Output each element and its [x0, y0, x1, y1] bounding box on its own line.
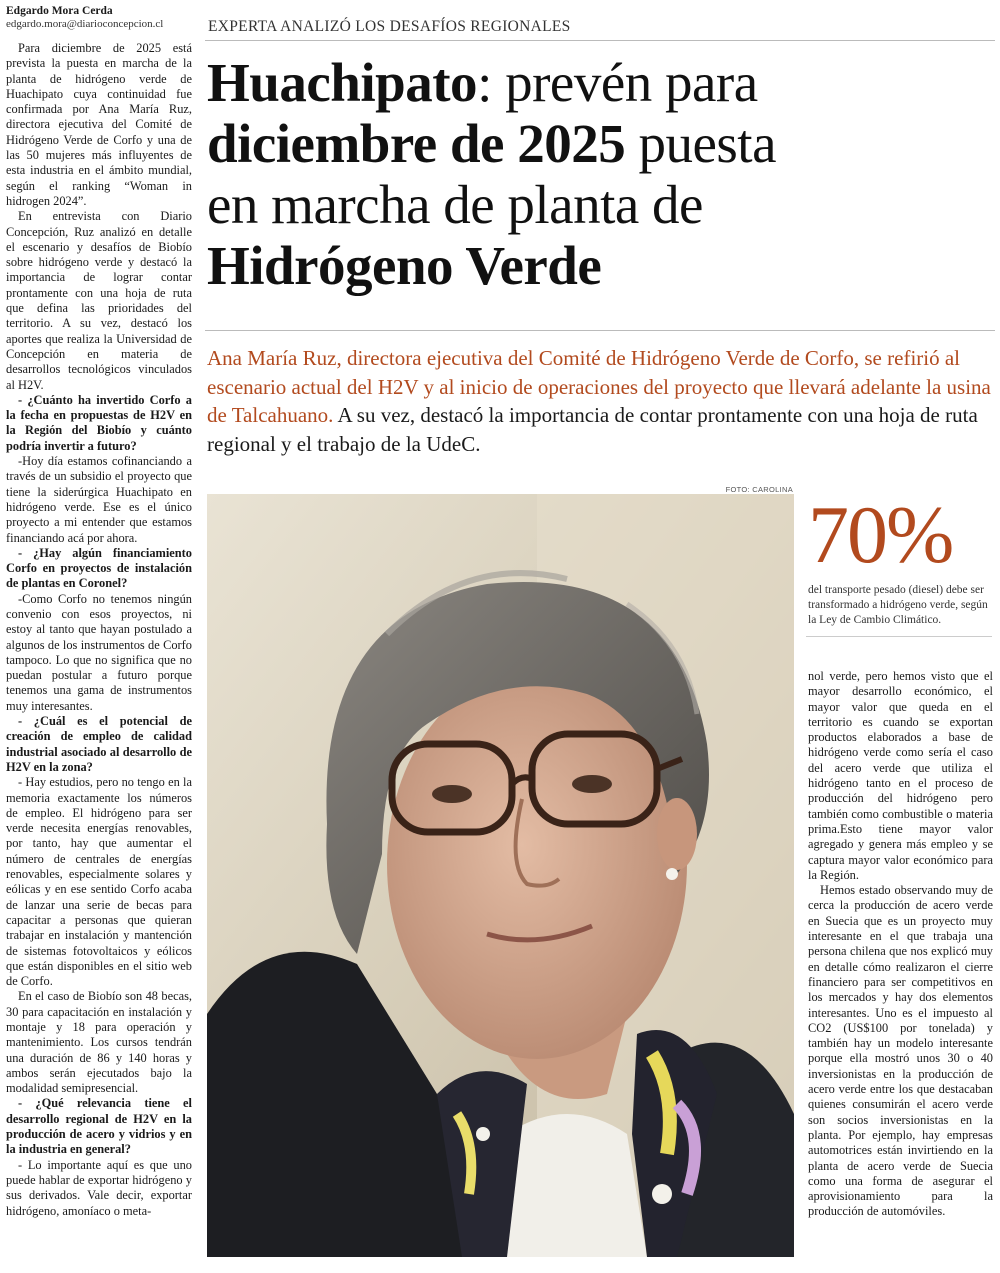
headline [207, 52, 997, 296]
paragraph: nol verde, pero hemos visto que el mayor desarrollo económico, el mayor valor que queda en el territorio es cuando se exportan productos elaborados a base de hidrógeno verde como sería el caso del acero verde que utiliza el hidrógeno tanto en el proceso de producción del hidrógeno pero también como combustible o materia prima.Esto tiene mayor valor agregado y genera más empleo y se captura mayor valor económico para la Región. [808, 669, 993, 882]
headline-bold: Huachipato [207, 52, 478, 113]
divider [806, 636, 992, 637]
headline-bold: diciembre de 2025 [207, 113, 626, 174]
interview-answer: -Como Corfo no tenemos ningún convenio con esos proyectos, ni estoy al tanto que hayan postulado a algunos de los instrumentos de Corfo tampoco. Lo que no significa que no puedan postular a futuro porque tenemos una gama de instrumentos muy interesantes. [6, 591, 192, 713]
interview-answer: -Hoy día estamos cofinanciando a través de un subsidio el proyecto que tiene la siderúrgica Huachipato en hidrógeno verde. Ese es el único proyecto a mi entender que estamos financiando acá por ahora. [6, 454, 192, 545]
paragraph: Para diciembre de 2025 está prevista la puesta en marcha de la planta de hidrógeno verde de Huachipato cuya continuidad fue confirmada por Ana María Ruz, directora ejecutiva del Comité de Hidrógeno Verde de Corfo y una de las 50 mujeres más influyentes de esta industria en el ámbito mundial, según el ranking “Woman in hidrogen 2024”. [6, 41, 192, 208]
paragraph: Hemos estado observando muy de cerca la producción de acero verde en Suecia que es un proyecto muy interesante en el que trabaja una persona chilena que nos explicó muy en detalle cómo realizaron el cierre financiero para ser competitivos en los mercados y hay dos elementos interesantes. Uno es el impuesto al CO2 (US$100 por tonelada) y también hay un modelo interesante porque ella mostró unos 30 o 40 inversionistas en la producción de acero verde entre los que destacaban quienes consumirán el acero verde son socios inversionistas en la planta. Por ejemplo, hay empresas automotrices están invirtiendo en la planta de acero verde de Suecia como una forma de asegurar el aprovisionamiento para la producción de automóviles. [808, 883, 993, 1219]
divider [205, 40, 995, 41]
deck-summary [207, 344, 995, 458]
headline-bold: Hidrógeno Verde [207, 235, 602, 296]
paragraph: En el caso de Biobío son 48 becas, 30 para capacitación en instalación y montaje y 18 para operación y mantenimiento. Los cursos tendrán una duración de 86 y 140 horas y ambos serán ejecutados bajo la modalidad semipresencial. [6, 989, 192, 1096]
headline-text: : prevén para [477, 52, 758, 113]
interview-question: - ¿Cuál es el potencial de creación de empleo de calidad industrial asociado al desarrollo de H2V en la zona? [6, 714, 192, 774]
interview-question: - ¿Cuánto ha invertido Corfo a la fecha en propuestas de H2V en la Región del Biobío y cuánto podría invertir a futuro? [6, 392, 192, 453]
author-name: Edgardo Mora Cerda [6, 5, 113, 17]
byline [6, 4, 196, 31]
deck-accent: Ana María Ruz, directora ejecutiva del Comité de Hidrógeno Verde de Corfo, se refirió al escenario actual del H2V y al inicio de operaciones del proyecto que llevará adelante la usina de Talcahuano. [207, 346, 991, 427]
deck-rest: A su vez, destacó la importancia de contar prontamente con una hoja de ruta regional y el trabajo de la UdeC. [207, 403, 978, 456]
interview-answer: - Lo importante aquí es que uno puede hablar de exportar hidrógeno y sus derivados. Vale decir, exportar hidrógeno, amoníaco o meta- [6, 1157, 192, 1218]
right-column-text [808, 669, 993, 1269]
interview-question: - ¿Hay algún financiamiento Corfo en proyectos de instalación de plantas en Coronel? [6, 545, 192, 591]
photo-credit: FOTO: CAROLINA [725, 485, 793, 494]
headline-text: en marcha de planta de [207, 174, 703, 235]
stat-number: 70% [808, 489, 953, 580]
interview-answer: - Hay estudios, pero no tengo en la memoria exactamente los números de empleo. El hidrógeno para ser verde necesita energías renovables, por tanto, hay que aumentar el número de centrales de energías renovables, especialmente solares y eólicas y en ese sentido Corfo acaba de lanzar una serie de becas para capacitar a personas que quieran trabajar en instalación y mantención de sistemas fotovoltaicos y eólicos que están disponibles en el sitio web de Corfo. [6, 775, 192, 989]
left-column-text [6, 41, 192, 1269]
paragraph: En entrevista con Diario Concepción, Ruz analizó en detalle el escenario y desafíos de Biobío sobre hidrógeno verde y destacó la importancia de lograr contar prontamente con una hoja de ruta que defina las prioridades del territorio. A su vez, destacó los aportes que realiza la Universidad de Concepción en materia de desarrollos tecnológicos vinculados al H2V. [6, 209, 192, 392]
portrait-photo [207, 494, 794, 1257]
interview-question: - ¿Qué relevancia tiene el desarrollo regional de H2V en la producción de acero y vidrios y en la industria en general? [6, 1096, 192, 1157]
headline-text: puesta [625, 113, 776, 174]
author-email[interactable]: edgardo.mora@diarioconcepcion.cl [6, 18, 164, 30]
kicker: EXPERTA ANALIZÓ LOS DESAFÍOS REGIONALES [208, 18, 571, 35]
stat-caption: del transporte pesado (diesel) debe ser transformado a hidrógeno verde, según la Ley de Cambio Climático. [808, 584, 988, 626]
divider [205, 330, 995, 331]
